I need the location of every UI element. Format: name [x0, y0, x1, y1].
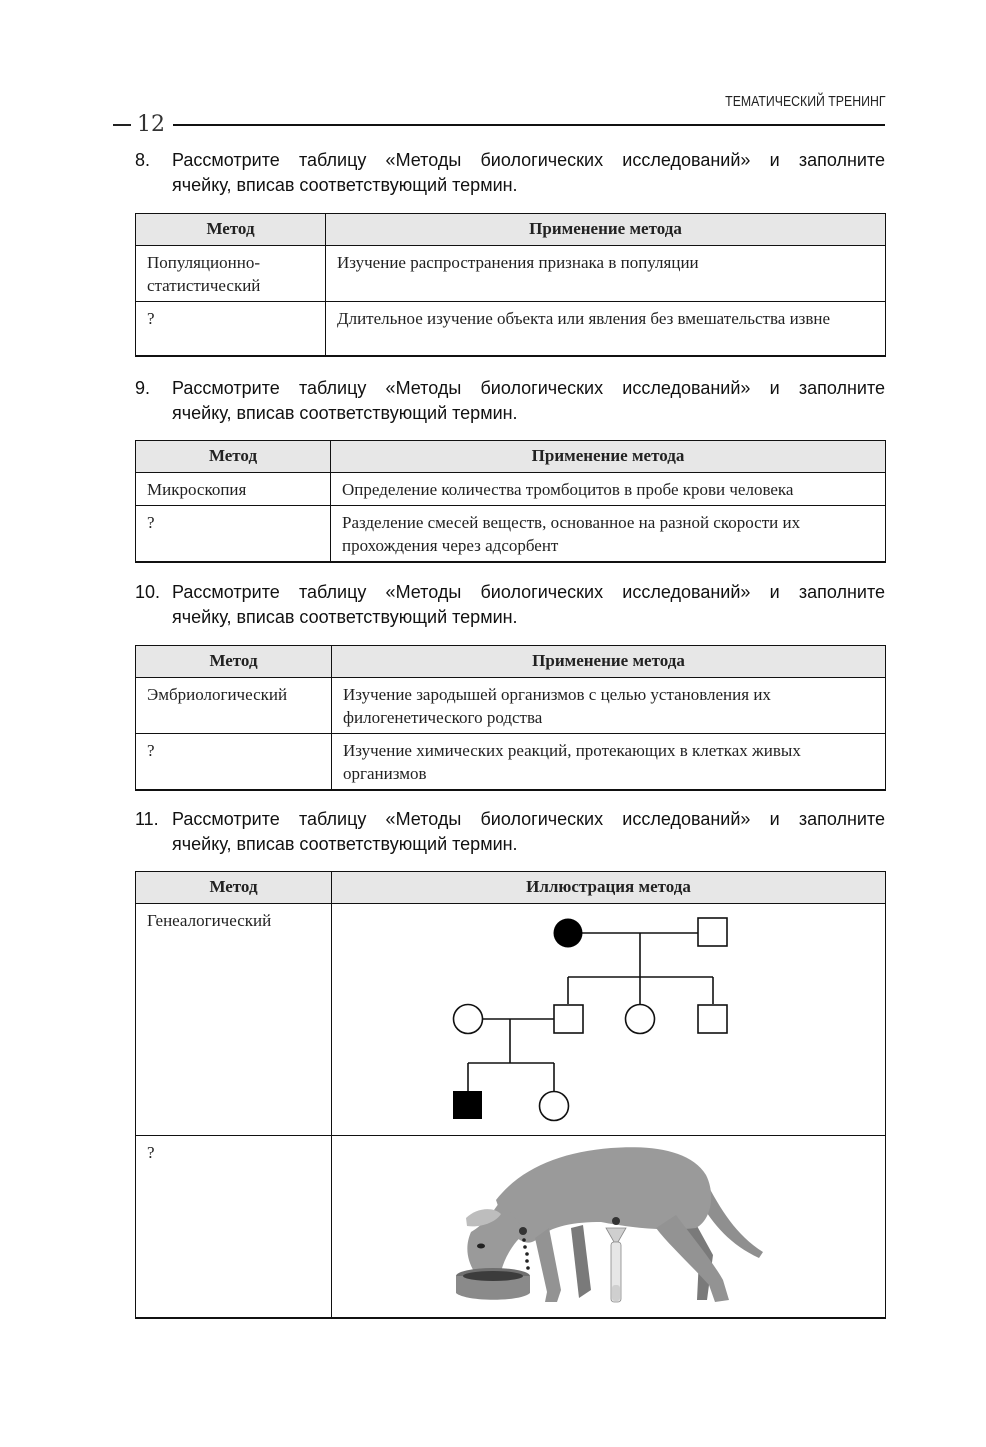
question-11 — [135, 807, 885, 857]
column-header-method: Метод — [136, 872, 332, 904]
method-cell: Генеалогический — [136, 904, 332, 1136]
page-number-row — [113, 112, 885, 138]
methods-table-8 — [135, 213, 886, 357]
male-symbol — [698, 1005, 727, 1033]
dog-front-leg-near — [535, 1228, 561, 1302]
saliva-fistula — [519, 1227, 527, 1235]
methods-table-10 — [135, 645, 886, 791]
food-in-bowl — [463, 1271, 523, 1281]
application-cell: Длительное изучение объекта или явления без вмешательства извне — [326, 302, 886, 356]
application-cell: Определение количества тромбоцитов в пробе крови человека — [331, 473, 886, 506]
female-symbol — [454, 1005, 483, 1034]
application-cell: Изучение химических реакций, протекающих в клетках живых организмов — [332, 734, 886, 791]
methods-table-9 — [135, 440, 886, 563]
test-tube-liquid — [612, 1285, 620, 1301]
application-cell: Разделение смесей веществ, основанное на разной скорости их прохождения через адсорбент — [331, 506, 886, 563]
question-text-line1: Рассмотрите таблицу «Методы биологических исследований» и заполните — [172, 150, 885, 170]
dog-eye — [477, 1244, 485, 1249]
question-number: 8. — [135, 150, 151, 170]
methods-table-11 — [135, 871, 886, 1319]
table-row — [136, 246, 886, 302]
page-number-dash — [113, 124, 131, 126]
question-number: 10. — [135, 582, 161, 602]
column-header-method: Метод — [136, 646, 332, 678]
question-text-line2: ячейку, вписав соответствующий термин. — [172, 403, 518, 423]
male-symbol — [554, 1005, 583, 1033]
table-row — [136, 302, 886, 356]
table-row — [136, 473, 886, 506]
column-header-application: Применение метода — [331, 441, 886, 473]
dog-front-leg-far — [571, 1225, 591, 1298]
question-text-line2: ячейку, вписав соответствующий термин. — [172, 834, 518, 854]
answer-cell[interactable]: ? — [136, 734, 332, 791]
question-text-line1: Рассмотрите таблицу «Методы биологических исследований» и заполните — [172, 809, 885, 829]
question-text-line1: Рассмотрите таблицу «Методы биологических исследований» и заполните — [172, 582, 885, 602]
header-rule — [173, 124, 885, 126]
answer-cell[interactable]: ? — [136, 302, 326, 356]
running-title: ТЕМАТИЧЕСКИЙ ТРЕНИНГ — [724, 93, 885, 110]
question-number: 9. — [135, 378, 151, 398]
answer-cell[interactable]: ? — [136, 506, 331, 563]
answer-cell[interactable]: ? — [136, 1136, 332, 1319]
column-header-application: Применение метода — [332, 646, 886, 678]
question-text-line2: ячейку, вписав соответствующий термин. — [172, 175, 518, 195]
question-10 — [135, 580, 885, 630]
saliva-drops — [522, 1238, 530, 1270]
column-header-method: Метод — [136, 441, 331, 473]
female-symbol — [540, 1092, 569, 1121]
question-text-line1: Рассмотрите таблицу «Методы биологических исследований» и заполните — [172, 378, 885, 398]
illustration-cell — [332, 904, 886, 1136]
question-8 — [135, 148, 885, 198]
female-symbol — [626, 1005, 655, 1034]
affected-male-symbol — [453, 1091, 482, 1119]
table-row — [136, 1136, 886, 1319]
question-number: 11. — [135, 809, 159, 829]
application-cell: Изучение зародышей организмов с целью установления их филогенетического родства — [332, 678, 886, 734]
page-number: 12 — [137, 112, 165, 137]
question-text-line2: ячейку, вписав соответствующий термин. — [172, 607, 518, 627]
pedigree-chart — [332, 904, 885, 1135]
method-cell: Популяционно-статистический — [136, 246, 326, 302]
affected-female-symbol — [554, 919, 583, 948]
dog-salivation-experiment — [332, 1136, 885, 1317]
gastric-fistula — [612, 1217, 620, 1225]
column-header-illustration: Иллюстрация метода — [332, 872, 886, 904]
table-row — [136, 904, 886, 1136]
application-cell: Изучение распространения признака в популяции — [326, 246, 886, 302]
funnel — [606, 1228, 626, 1242]
column-header-method: Метод — [136, 214, 326, 246]
illustration-cell — [332, 1136, 886, 1319]
table-row — [136, 734, 886, 791]
method-cell: Микроскопия — [136, 473, 331, 506]
table-row — [136, 506, 886, 563]
method-cell: Эмбриологический — [136, 678, 332, 734]
male-symbol — [698, 918, 727, 946]
question-9 — [135, 376, 885, 426]
table-row — [136, 678, 886, 734]
column-header-application: Применение метода — [326, 214, 886, 246]
